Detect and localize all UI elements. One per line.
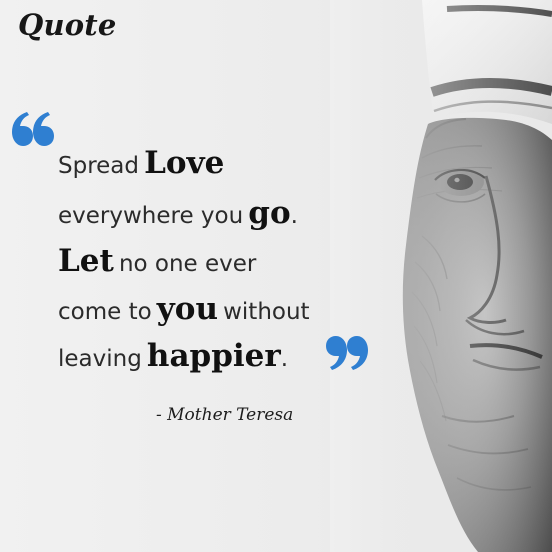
- quote-line-2-punctuation: .: [290, 203, 298, 229]
- portrait-image: [330, 0, 552, 552]
- quote-line-4-emphasis: you: [156, 291, 219, 327]
- closing-quote-icon: [326, 332, 372, 374]
- opening-quote-icon: [8, 108, 54, 150]
- quote-line-4-light-2: without: [223, 299, 310, 325]
- quote-line-2-light: everywhere you: [58, 203, 244, 229]
- quote-line-5: [58, 338, 289, 374]
- quote-line-3-light: no one ever: [118, 251, 257, 277]
- quote-line-5-light: leaving: [58, 346, 142, 372]
- quote-line-2-emphasis: go: [248, 195, 291, 231]
- quote-line-1-light: Spread: [58, 153, 139, 179]
- quote-line-1-emphasis: Love: [144, 145, 225, 181]
- portrait-illustration: [330, 0, 552, 552]
- quote-line-3-emphasis: Let: [58, 243, 114, 279]
- header-label: Quote: [18, 8, 117, 42]
- quote-line-4: [58, 291, 310, 327]
- quote-line-4-light-1: come to: [58, 299, 152, 325]
- quote-line-2: [58, 195, 298, 231]
- quote-author: - Mother Teresa: [156, 405, 294, 425]
- quote-line-5-emphasis: happier: [146, 338, 281, 374]
- quote-line-1: [58, 145, 225, 181]
- quote-line-5-punctuation: .: [280, 346, 289, 372]
- quote-line-3: [58, 243, 257, 279]
